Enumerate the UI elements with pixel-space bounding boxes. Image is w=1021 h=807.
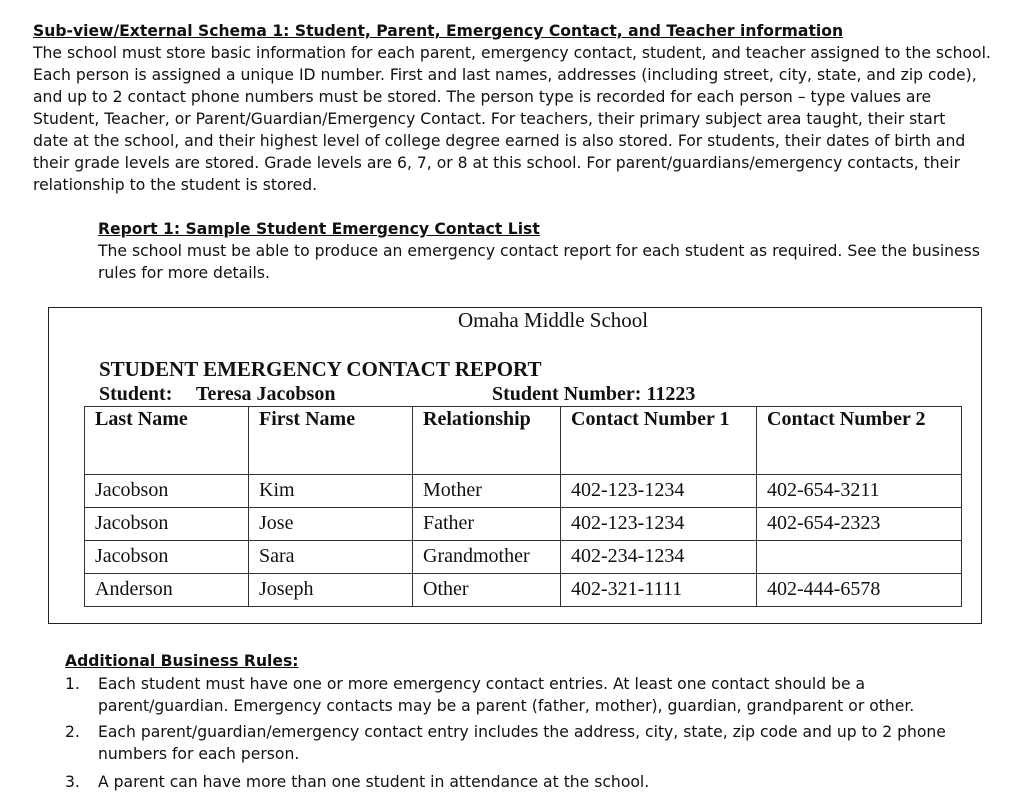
rule-2-number: 2. [65,723,80,741]
report-title: STUDENT EMERGENCY CONTACT REPORT [99,357,542,381]
rule-2 [98,721,946,765]
table-row [85,508,962,541]
table-row [85,475,962,508]
schema-line: The school must store basic information for each parent, emergency contact, student, and teacher assigned to the school. [33,44,991,62]
cell: Other [413,574,561,607]
cell: Jacobson [85,508,249,541]
table-header [85,407,962,475]
contact-table [84,406,962,607]
rule-1 [98,673,914,717]
col-first-name: First Name [249,407,413,475]
cell: 402-444-6578 [757,574,962,607]
report-paragraph [98,240,980,284]
rule-line: Each student must have one or more emergency contact entries. At least one contact should be a [98,675,866,693]
cell: 402-234-1234 [561,541,757,574]
cell: Jose [249,508,413,541]
report-line: The school must be able to produce an emergency contact report for each student as required. See the business [98,242,980,260]
student-label: Student: [99,383,173,405]
report-heading: Report 1: Sample Student Emergency Contact List [98,220,540,238]
col-relationship: Relationship [413,407,561,475]
rule-line: numbers for each person. [98,745,300,763]
cell [757,541,962,574]
cell: Joseph [249,574,413,607]
schema-paragraph [33,42,991,196]
cell: Mother [413,475,561,508]
rule-line: A parent can have more than one student in attendance at the school. [98,773,650,791]
report-sample [48,307,982,624]
schema-line: their grade levels are stored. Grade levels are 6, 7, or 8 at this school. For parent/guardians/emergency contacts, their [33,154,961,172]
rules-heading: Additional Business Rules: [65,652,299,670]
col-last-name: Last Name [85,407,249,475]
col-contact-2: Contact Number 2 [757,407,962,475]
rule-3 [98,771,649,793]
student-number: Student Number: 11223 [492,383,696,405]
cell: Jacobson [85,541,249,574]
table-row [85,541,962,574]
col-contact-1: Contact Number 1 [561,407,757,475]
schema-heading: Sub-view/External Schema 1: Student, Parent, Emergency Contact, and Teacher information [33,22,844,40]
schema-line: and up to 2 contact phone numbers must be stored. The person type is recorded for each person – type values are [33,88,932,106]
cell: 402-654-3211 [757,475,962,508]
school-name: Omaha Middle School [458,308,649,332]
cell: Grandmother [413,541,561,574]
cell: Kim [249,475,413,508]
cell: Anderson [85,574,249,607]
schema-line: relationship to the student is stored. [33,176,318,194]
rule-3-number: 3. [65,773,80,791]
cell: Jacobson [85,475,249,508]
cell: 402-654-2323 [757,508,962,541]
table-row [85,574,962,607]
cell: 402-321-1111 [561,574,757,607]
schema-line: Student, Teacher, or Parent/Guardian/Emergency Contact. For teachers, their primary subject area taught, their start [33,110,946,128]
rule-1-number: 1. [65,675,80,693]
schema-line: Each person is assigned a unique ID number. First and last names, addresses (including street, city, state, and zip code), [33,66,977,84]
student-name: Teresa Jacobson [196,383,336,405]
schema-line: date at the school, and their highest level of college degree earned is also stored. For students, their dates of birth and [33,132,966,150]
cell: Sara [249,541,413,574]
cell: 402-123-1234 [561,475,757,508]
report-line: rules for more details. [98,264,270,282]
cell: Father [413,508,561,541]
cell: 402-123-1234 [561,508,757,541]
rule-line: parent/guardian. Emergency contacts may be a parent (father, mother), guardian, grandparent or other. [98,697,915,715]
rule-line: Each parent/guardian/emergency contact entry includes the address, city, state, zip code and up to 2 phone [98,723,946,741]
